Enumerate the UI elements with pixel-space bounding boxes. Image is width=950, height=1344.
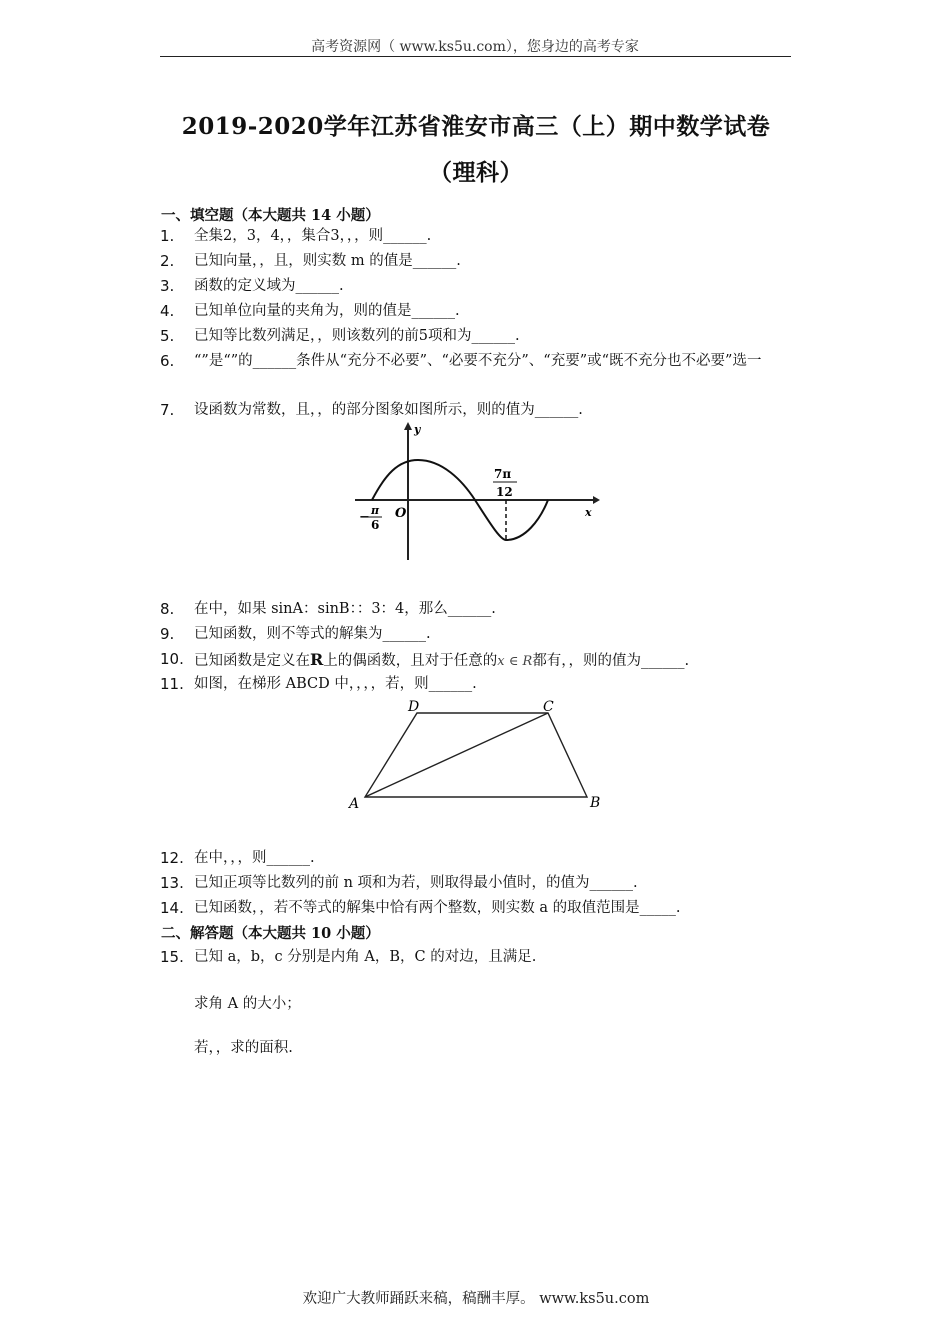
question-text: 已知正项等比数列的前 n 项和为若，则取得最小值时，的值为______. [194,875,638,891]
question-number: 1. [160,227,175,245]
question-text: “”是“”的______条件从“充分不必要”、“必要不充分”、“充要”或“既不充分也不必要”选一 [194,353,762,369]
diagonal-ac [365,713,548,797]
question-text-part: 已知函数是定义在 [194,653,310,669]
question-text [194,647,794,674]
section-answer-heading: 二、解答题（本大题共 10 小题） [161,925,380,942]
question-text-part: 上的偶函数，且对于任意的 [323,653,498,669]
vertex-d: D [408,699,420,715]
question-15-part-2: 若，，求的面积. [194,1040,293,1056]
question-number: 5. [160,327,175,345]
x-in-r-symbol: x ∈ R [497,654,533,669]
question-number: 8. [160,600,175,618]
neg-numerator: π [371,504,380,517]
x-axis-label: x [585,506,592,519]
y-axis-label: y [414,423,421,436]
page-title: 2019-2020学年江苏省淮安市高三（上）期中数学试卷（理科） [181,113,771,186]
question-text: 已知向量，，且，则实数 m 的值是______. [194,253,461,269]
question-number: 4. [160,302,175,320]
neg-denominator: 6 [371,518,380,532]
header-divider [160,56,791,57]
question-text: 全集2，3，4，，集合3，，，则______. [194,228,432,244]
question-number: 15. [160,948,184,966]
question-number: 10. [160,650,184,668]
real-set-symbol: R [310,650,324,669]
x-axis-arrow [593,496,600,504]
sine-graph-figure [350,420,600,565]
question-text: 设函数为常数，且，，的部分图象如图所示，则的值为______. [194,402,583,418]
origin-label: O [395,506,407,521]
question-number: 6. [160,352,175,370]
vertex-c: C [543,699,554,715]
question-text: 已知单位向量的夹角为，则的值是______. [194,303,460,319]
vertex-b: B [590,795,601,811]
question-text: 已知函数，则不等式的解集为______. [194,626,431,642]
question-15-part-1: 求角 A 的大小； [194,996,301,1012]
neg-sign: − [359,510,370,525]
question-number: 14. [160,899,184,917]
question-text: 在中，，，则______. [194,850,315,866]
question-number: 13. [160,874,184,892]
question-text: 函数的定义域为______. [194,278,344,294]
trapezoid-abcd [365,713,587,797]
question-number: 3. [160,277,175,295]
question-text: 已知等比数列满足，，则该数列的前5项和为______. [194,328,520,344]
question-text: 如图，在梯形 ABCD 中，，，，若，则______. [194,676,477,692]
section-fill-blank-heading: 一、填空题（本大题共 14 小题） [161,207,380,224]
question-text: 已知函数，，若不等式的解集中恰有两个整数，则实数 a 的取值范围是_____. [194,900,681,916]
page-footer: 欢迎广大教师踊跃来稿，稿酬丰厚。 www.ks5u.com [302,1291,650,1307]
question-number: 11. [160,675,184,693]
page-header: 高考资源网（ www.ks5u.com），您身边的高考专家 [311,39,639,55]
vertex-a: A [349,796,360,812]
question-text: 已知 a，b，c 分别是内角 A，B，C 的对边，且满足. [194,949,537,965]
pos-numerator: 7π [494,467,512,481]
trapezoid-figure [345,695,610,815]
question-number: 2. [160,252,175,270]
question-number: 9. [160,625,175,643]
pos-denominator: 12 [496,485,513,499]
question-text-part: 都有，，则的值为______. [532,653,690,669]
y-axis-arrow [404,422,412,430]
question-text: 在中，如果 sinA：sinB：：3：4，那么______. [194,601,496,617]
question-number: 12. [160,849,184,867]
question-number: 7. [160,401,175,419]
